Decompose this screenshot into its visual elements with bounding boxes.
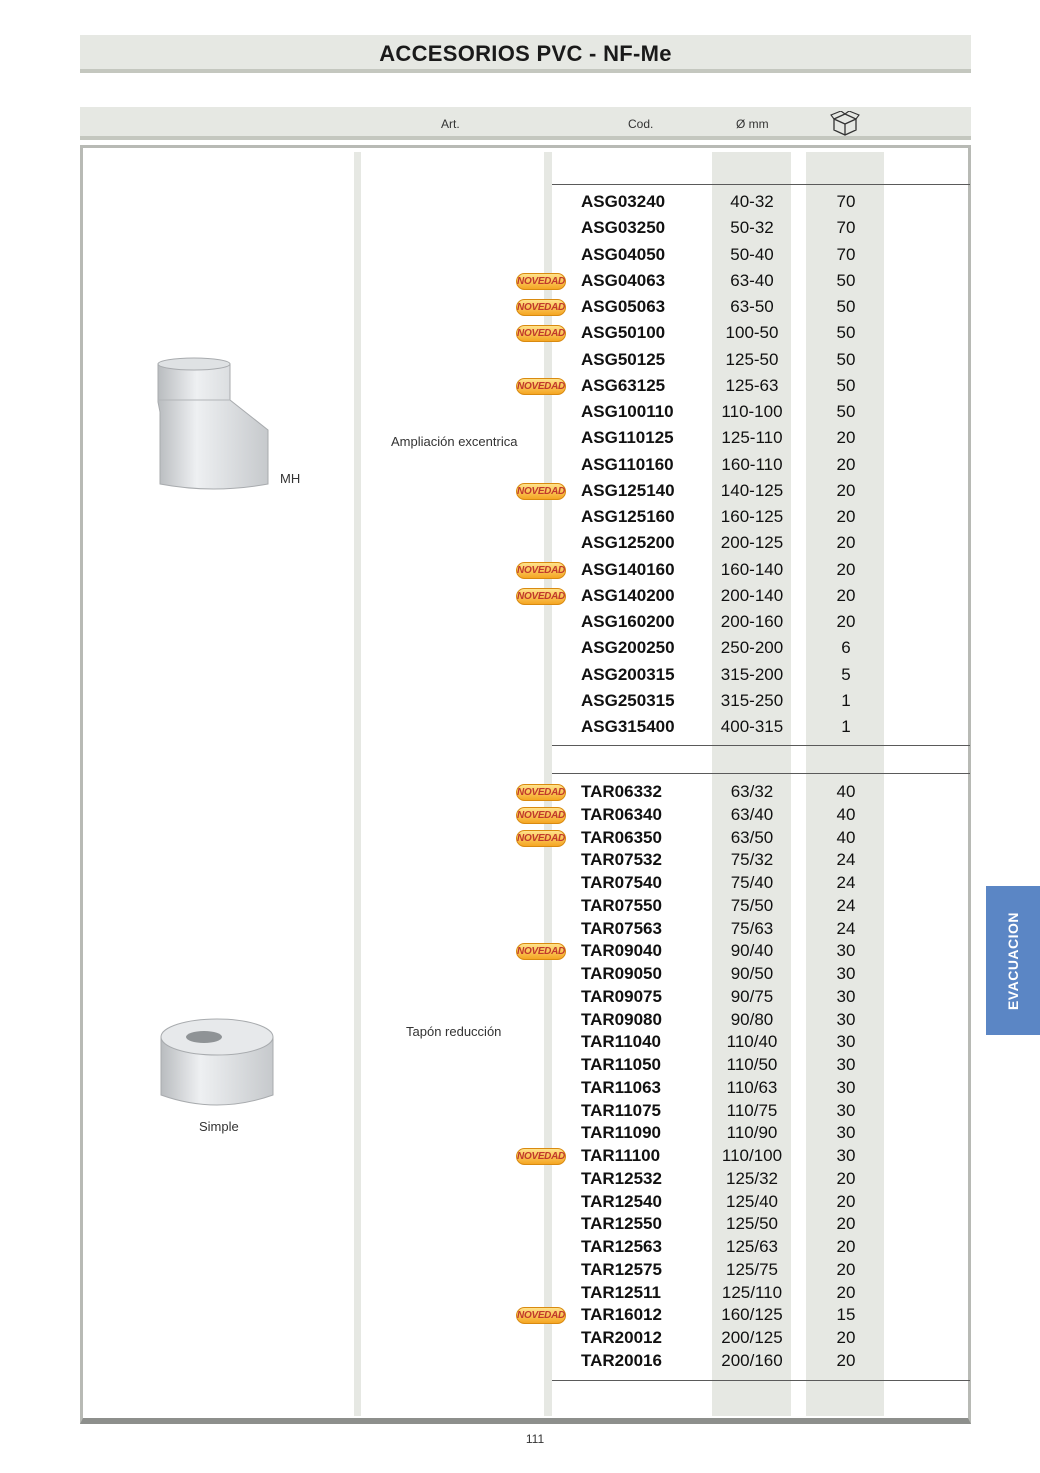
product-code: ASG200315 xyxy=(581,664,675,684)
diameter-value: 160/125 xyxy=(721,1305,783,1325)
product-code: TAR11075 xyxy=(581,1100,662,1120)
box-quantity: 70 xyxy=(836,192,856,211)
diameter-value: 110/50 xyxy=(726,1055,778,1074)
diameter-value: 50-40 xyxy=(730,244,774,264)
product-code: TAR12575 xyxy=(581,1259,662,1279)
product-code: ASG04050 xyxy=(581,244,666,264)
novedad-badge: NOVEDAD xyxy=(516,299,566,316)
diameter-value: 125/50 xyxy=(726,1214,778,1234)
box-quantity: 24 xyxy=(836,850,856,870)
product-code: TAR09050 xyxy=(581,964,662,983)
box-quantity: 30 xyxy=(836,941,856,961)
box-quantity: 30 xyxy=(836,1032,856,1052)
product-code: TAR09075 xyxy=(581,986,662,1006)
diameter-value: 125/75 xyxy=(726,1259,778,1279)
novedad-badge: NOVEDAD xyxy=(516,562,566,579)
box-quantity: 40 xyxy=(836,804,856,824)
product-code: TAR20012 xyxy=(581,1328,662,1347)
diameter-value: 63/40 xyxy=(730,804,774,824)
product-code: TAR06340 xyxy=(581,804,662,824)
product-code: TAR11100 xyxy=(581,1146,661,1165)
product-code: TAR11050 xyxy=(581,1055,662,1074)
diameter-value: 110/63 xyxy=(726,1077,778,1097)
product-code: TAR06332 xyxy=(581,782,662,801)
box-quantity: 20 xyxy=(836,1214,856,1234)
product-code: ASG160200 xyxy=(581,612,675,631)
box-quantity: 20 xyxy=(836,533,856,553)
diameter-value: 90/50 xyxy=(730,964,774,983)
article-tapon: Tapón reducción xyxy=(406,1024,502,1039)
page-number: 111 xyxy=(525,1432,545,1446)
product-code: ASG200250 xyxy=(581,638,675,658)
product-code: TAR12563 xyxy=(581,1237,662,1256)
page-title: ACCESORIOS PVC - NF-Me xyxy=(379,41,672,66)
novedad-badge: NOVEDAD xyxy=(516,483,566,500)
box-quantity: 70 xyxy=(836,244,856,264)
novedad-badge: NOVEDAD xyxy=(516,807,566,824)
diameter-value: 100-50 xyxy=(725,323,779,343)
variant-label-simple: Simple xyxy=(199,1119,239,1134)
separator-line xyxy=(552,1380,970,1381)
product-code: ASG315400 xyxy=(581,717,675,736)
novedad-badge: NOVEDAD xyxy=(516,588,566,605)
product-code: TAR11040 xyxy=(581,1032,662,1052)
box-quantity: 1 xyxy=(841,717,851,736)
box-quantity: 20 xyxy=(836,480,856,500)
diameter-value: 63-50 xyxy=(730,297,774,316)
header-art: Art. xyxy=(441,117,460,131)
diameter-value: 50-32 xyxy=(730,218,774,238)
table-header xyxy=(80,107,971,140)
diameter-value: 200-160 xyxy=(720,612,784,631)
product-code: TAR12511 xyxy=(581,1282,662,1302)
product-code: TAR11063 xyxy=(581,1077,662,1097)
header-cod: Cod. xyxy=(628,117,654,131)
box-quantity: 50 xyxy=(836,402,856,421)
novedad-badge: NOVEDAD xyxy=(516,378,566,395)
box-quantity: 20 xyxy=(836,454,856,474)
diameter-value: 200-125 xyxy=(720,533,784,553)
diameter-value: 90/75 xyxy=(730,986,774,1006)
diameter-value: 315-250 xyxy=(720,690,784,710)
product-code: TAR09080 xyxy=(581,1009,662,1029)
box-quantity: 70 xyxy=(836,218,856,238)
product-code: TAR12532 xyxy=(581,1168,662,1188)
box-quantity: 15 xyxy=(836,1305,856,1325)
box-quantity: 20 xyxy=(836,428,856,448)
box-quantity: 40 xyxy=(836,782,856,801)
separator-line xyxy=(552,773,970,774)
product-code: TAR12550 xyxy=(581,1214,662,1234)
product-code: ASG140160 xyxy=(581,559,675,579)
box-quantity: 24 xyxy=(836,918,856,938)
diameter-value: 160-125 xyxy=(720,507,784,526)
box-quantity: 20 xyxy=(836,1350,856,1370)
diameter-value: 160-140 xyxy=(720,559,784,579)
novedad-badge: NOVEDAD xyxy=(516,943,566,960)
diameter-value: 125/63 xyxy=(726,1237,778,1256)
product-code: TAR06350 xyxy=(581,827,662,847)
section-tab[interactable] xyxy=(986,886,1040,1035)
box-quantity: 50 xyxy=(836,270,856,290)
product-code: ASG125200 xyxy=(581,533,675,553)
diameter-value: 125/40 xyxy=(726,1191,778,1211)
product-code: ASG100110 xyxy=(581,402,674,421)
product-code: ASG04063 xyxy=(581,270,666,290)
section-tab-label: EVACUACION xyxy=(1005,911,1021,1010)
product-code: TAR07532 xyxy=(581,850,662,870)
diameter-value: 110/100 xyxy=(721,1146,783,1165)
box-quantity: 30 xyxy=(836,1123,856,1143)
novedad-badge: NOVEDAD xyxy=(516,325,566,342)
product-code: ASG110125 xyxy=(581,428,674,448)
box-quantity: 20 xyxy=(836,1237,856,1256)
diameter-value: 125-50 xyxy=(725,349,779,369)
box-quantity: 20 xyxy=(836,585,856,605)
novedad-badge: NOVEDAD xyxy=(516,784,566,801)
box-quantity: 24 xyxy=(836,895,856,915)
box-quantity: 30 xyxy=(836,986,856,1006)
product-code: TAR07550 xyxy=(581,895,662,915)
diameter-value: 40-32 xyxy=(730,192,774,211)
diameter-value: 125-110 xyxy=(721,428,783,448)
product-code: TAR07540 xyxy=(581,873,662,892)
box-quantity: 50 xyxy=(836,349,856,369)
product-code: TAR20016 xyxy=(581,1350,662,1370)
box-quantity: 20 xyxy=(836,559,856,579)
box-quantity: 20 xyxy=(836,507,856,526)
product-code: ASG125140 xyxy=(581,480,675,500)
diameter-value: 110/75 xyxy=(726,1100,778,1120)
article-ampliacion: Ampliación excentrica xyxy=(391,434,518,449)
diameter-value: 75/63 xyxy=(730,918,774,938)
diameter-value: 110/40 xyxy=(726,1032,778,1052)
diameter-value: 125-63 xyxy=(725,375,779,395)
diameter-value: 315-200 xyxy=(720,664,784,684)
product-code: ASG125160 xyxy=(581,507,675,526)
diameter-value: 200/160 xyxy=(721,1350,783,1370)
title-bar xyxy=(80,35,971,73)
diameter-value: 200/125 xyxy=(721,1328,783,1347)
product-code: ASG50100 xyxy=(581,323,666,343)
box-quantity: 5 xyxy=(841,664,851,684)
diameter-value: 75/32 xyxy=(730,850,774,870)
box-quantity: 20 xyxy=(836,1168,856,1188)
box-quantity: 24 xyxy=(836,873,856,892)
box-icon xyxy=(830,111,860,137)
box-quantity: 20 xyxy=(836,1259,856,1279)
product-code: ASG05063 xyxy=(581,297,666,316)
novedad-badge: NOVEDAD xyxy=(516,273,566,290)
diameter-value: 125/32 xyxy=(726,1168,778,1188)
diameter-value: 110-100 xyxy=(721,402,783,421)
diameter-value: 140-125 xyxy=(720,480,784,500)
box-quantity: 50 xyxy=(836,323,856,343)
box-quantity: 20 xyxy=(836,1191,856,1211)
box-quantity: 20 xyxy=(836,612,856,631)
product-code: TAR07563 xyxy=(581,918,662,938)
product-code: ASG63125 xyxy=(581,375,666,395)
box-quantity: 1 xyxy=(841,690,851,710)
product-code: TAR16012 xyxy=(581,1305,662,1325)
product-code: ASG140200 xyxy=(581,585,675,605)
diameter-value: 90/40 xyxy=(730,941,774,961)
box-quantity: 30 xyxy=(836,1146,856,1165)
diameter-value: 63-40 xyxy=(730,270,774,290)
diameter-value: 75/50 xyxy=(730,895,774,915)
diameter-value: 110/90 xyxy=(726,1123,778,1143)
box-quantity: 30 xyxy=(836,1077,856,1097)
product-code: ASG03240 xyxy=(581,192,666,211)
box-quantity: 50 xyxy=(836,297,856,316)
product-code: TAR11090 xyxy=(581,1123,662,1143)
box-quantity: 6 xyxy=(841,638,851,658)
diameter-value: 250-200 xyxy=(720,638,784,658)
novedad-badge: NOVEDAD xyxy=(516,830,566,847)
box-quantity: 30 xyxy=(836,1100,856,1120)
diameter-value: 90/80 xyxy=(730,1009,774,1029)
product-code: ASG50125 xyxy=(581,349,666,369)
box-quantity: 30 xyxy=(836,1055,856,1074)
variant-label-mh: MH xyxy=(280,471,301,486)
box-quantity: 30 xyxy=(836,1009,856,1029)
product-code: ASG03250 xyxy=(581,218,666,238)
box-quantity: 50 xyxy=(836,375,856,395)
product-code: ASG110160 xyxy=(581,454,674,474)
reducer-cap-image xyxy=(158,1015,276,1115)
header-diameter: Ø mm xyxy=(736,117,769,131)
product-code: TAR09040 xyxy=(581,941,662,961)
diameter-value: 160-110 xyxy=(721,454,783,474)
novedad-badge: NOVEDAD xyxy=(516,1307,566,1324)
diameter-value: 400-315 xyxy=(720,717,784,736)
box-quantity: 40 xyxy=(836,827,856,847)
column-divider xyxy=(354,152,361,1416)
box-quantity: 20 xyxy=(836,1328,856,1347)
diameter-value: 200-140 xyxy=(720,585,784,605)
diameter-value: 63/50 xyxy=(730,827,774,847)
separator-line xyxy=(552,745,970,746)
diameter-value: 63/32 xyxy=(730,782,774,801)
novedad-badge: NOVEDAD xyxy=(516,1148,566,1165)
product-code: ASG250315 xyxy=(581,690,675,710)
separator-line xyxy=(552,184,970,185)
eccentric-reducer-image xyxy=(150,352,275,497)
box-quantity: 20 xyxy=(836,1282,856,1302)
diameter-value: 125/110 xyxy=(721,1282,783,1302)
box-quantity: 30 xyxy=(836,964,856,983)
diameter-value: 75/40 xyxy=(730,873,774,892)
product-code: TAR12540 xyxy=(581,1191,662,1211)
